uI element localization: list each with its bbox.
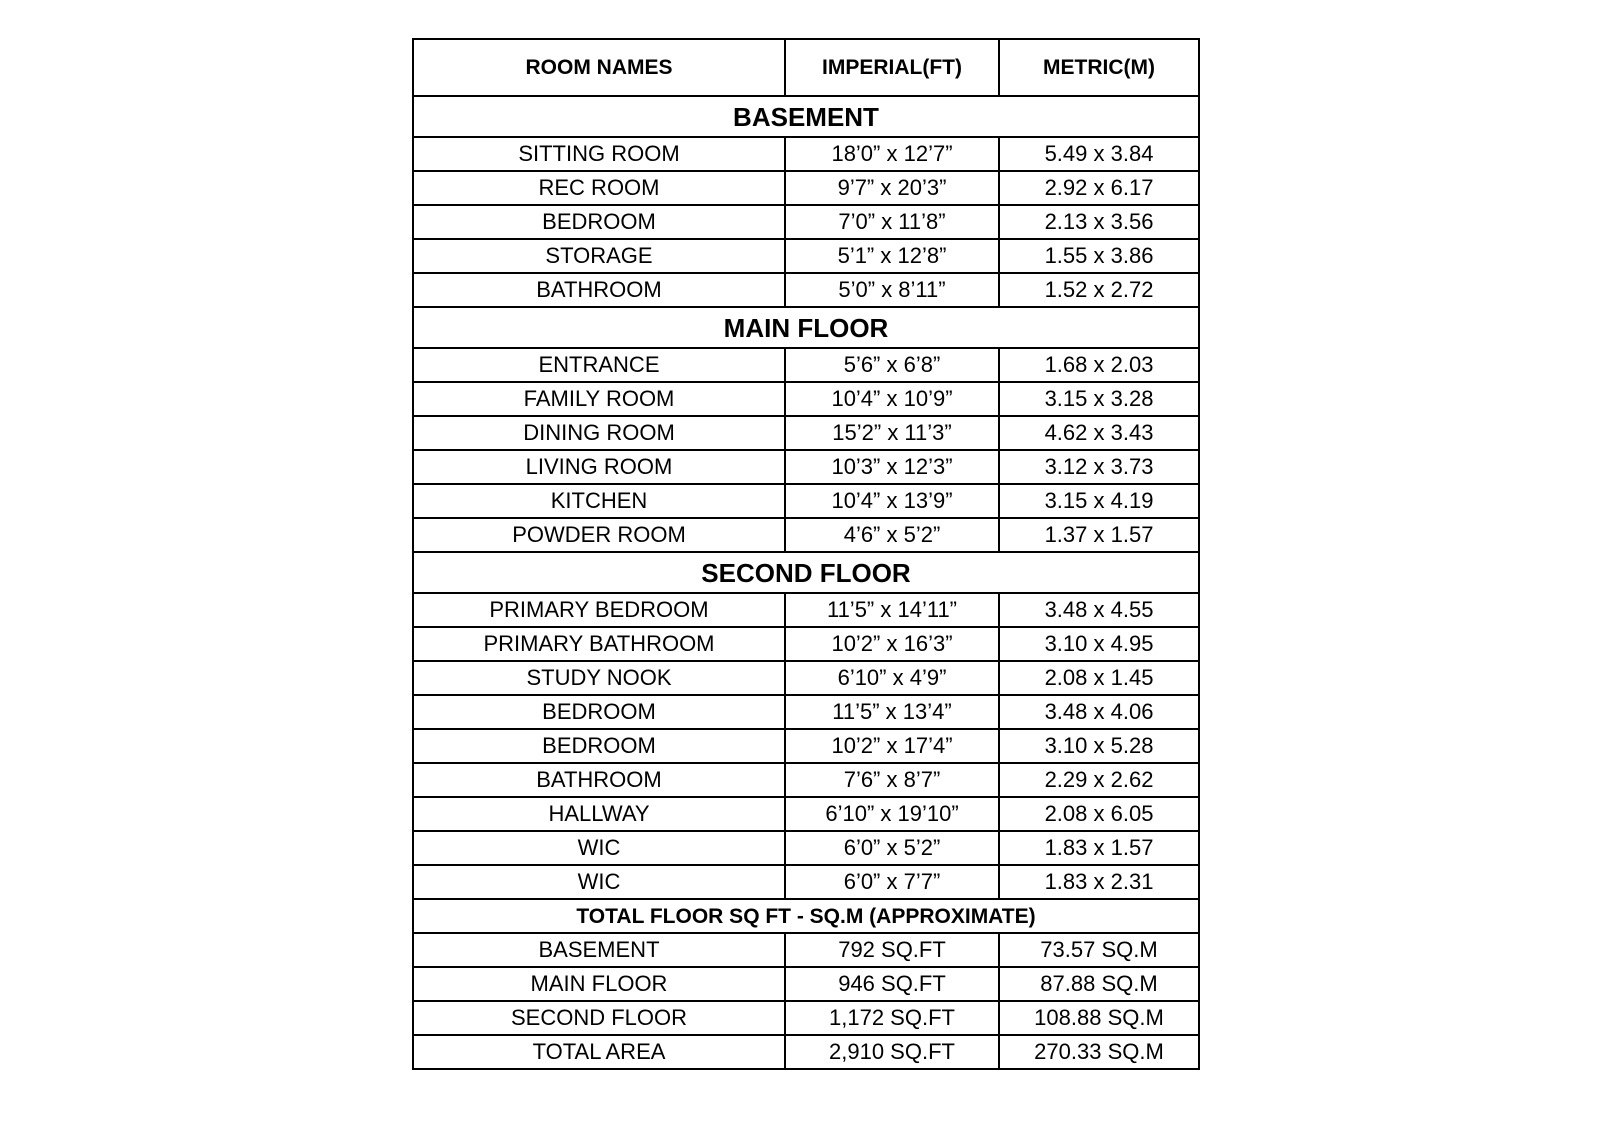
room-metric: 3.48 x 4.06 — [999, 695, 1199, 729]
room-name: BEDROOM — [413, 695, 785, 729]
room-name: STORAGE — [413, 239, 785, 273]
room-metric: 1.68 x 2.03 — [999, 348, 1199, 382]
room-imperial: 4’6” x 5’2” — [785, 518, 999, 552]
table-body — [413, 96, 1199, 1069]
total-metric: 87.88 SQ.M — [999, 967, 1199, 1001]
room-imperial: 9’7” x 20’3” — [785, 171, 999, 205]
room-name: POWDER ROOM — [413, 518, 785, 552]
table-row — [413, 273, 1199, 307]
room-metric: 2.08 x 6.05 — [999, 797, 1199, 831]
totals-row — [413, 933, 1199, 967]
header-imperial: IMPERIAL(FT) — [785, 39, 999, 96]
table-row — [413, 137, 1199, 171]
room-name: BEDROOM — [413, 205, 785, 239]
room-imperial: 11’5” x 13’4” — [785, 695, 999, 729]
table-row — [413, 450, 1199, 484]
table-row — [413, 865, 1199, 899]
table-row — [413, 171, 1199, 205]
table-row — [413, 593, 1199, 627]
room-metric: 2.92 x 6.17 — [999, 171, 1199, 205]
table-row — [413, 416, 1199, 450]
table-row — [413, 695, 1199, 729]
room-name: SITTING ROOM — [413, 137, 785, 171]
total-name: BASEMENT — [413, 933, 785, 967]
total-imperial: 946 SQ.FT — [785, 967, 999, 1001]
room-metric: 2.08 x 1.45 — [999, 661, 1199, 695]
room-name: KITCHEN — [413, 484, 785, 518]
table-row — [413, 518, 1199, 552]
room-imperial: 6’0” x 5’2” — [785, 831, 999, 865]
room-metric: 1.37 x 1.57 — [999, 518, 1199, 552]
room-metric: 3.15 x 4.19 — [999, 484, 1199, 518]
table-header-row — [413, 39, 1199, 96]
room-name: WIC — [413, 831, 785, 865]
room-metric: 2.29 x 2.62 — [999, 763, 1199, 797]
room-name: FAMILY ROOM — [413, 382, 785, 416]
section-title: SECOND FLOOR — [413, 552, 1199, 593]
room-imperial: 10’3” x 12’3” — [785, 450, 999, 484]
room-metric: 1.83 x 2.31 — [999, 865, 1199, 899]
total-name: MAIN FLOOR — [413, 967, 785, 1001]
room-metric: 3.10 x 5.28 — [999, 729, 1199, 763]
room-name: ENTRANCE — [413, 348, 785, 382]
room-imperial: 6’10” x 19’10” — [785, 797, 999, 831]
room-metric: 4.62 x 3.43 — [999, 416, 1199, 450]
room-imperial: 6’10” x 4’9” — [785, 661, 999, 695]
room-name: WIC — [413, 865, 785, 899]
room-imperial: 7’6” x 8’7” — [785, 763, 999, 797]
room-imperial: 11’5” x 14’11” — [785, 593, 999, 627]
totals-row — [413, 1035, 1199, 1069]
header-metric: METRIC(M) — [999, 39, 1199, 96]
room-imperial: 10’4” x 10’9” — [785, 382, 999, 416]
total-name: SECOND FLOOR — [413, 1001, 785, 1035]
table-row — [413, 797, 1199, 831]
room-imperial: 7’0” x 11’8” — [785, 205, 999, 239]
totals-row — [413, 1001, 1199, 1035]
room-name: HALLWAY — [413, 797, 785, 831]
totals-title: TOTAL FLOOR SQ FT - SQ.M (APPROXIMATE) — [413, 899, 1199, 933]
total-name: TOTAL AREA — [413, 1035, 785, 1069]
room-metric: 3.10 x 4.95 — [999, 627, 1199, 661]
room-metric: 3.15 x 3.28 — [999, 382, 1199, 416]
totals-title-row — [413, 899, 1199, 933]
room-name: STUDY NOOK — [413, 661, 785, 695]
table-row — [413, 831, 1199, 865]
room-metric: 1.83 x 1.57 — [999, 831, 1199, 865]
room-name: LIVING ROOM — [413, 450, 785, 484]
room-dimensions-table — [412, 38, 1200, 1070]
room-metric: 1.52 x 2.72 — [999, 273, 1199, 307]
totals-row — [413, 967, 1199, 1001]
room-imperial: 6’0” x 7’7” — [785, 865, 999, 899]
room-metric: 3.12 x 3.73 — [999, 450, 1199, 484]
table-row — [413, 348, 1199, 382]
room-metric: 2.13 x 3.56 — [999, 205, 1199, 239]
total-metric: 73.57 SQ.M — [999, 933, 1199, 967]
room-name: BEDROOM — [413, 729, 785, 763]
table-row — [413, 484, 1199, 518]
table-row — [413, 239, 1199, 273]
section-title: MAIN FLOOR — [413, 307, 1199, 348]
section-row-basement — [413, 96, 1199, 137]
table-row — [413, 661, 1199, 695]
room-name: REC ROOM — [413, 171, 785, 205]
room-metric: 1.55 x 3.86 — [999, 239, 1199, 273]
room-imperial: 5’6” x 6’8” — [785, 348, 999, 382]
total-imperial: 2,910 SQ.FT — [785, 1035, 999, 1069]
header-room-names: ROOM NAMES — [413, 39, 785, 96]
room-name: BATHROOM — [413, 763, 785, 797]
table-row — [413, 382, 1199, 416]
section-row-main-floor — [413, 307, 1199, 348]
total-metric: 108.88 SQ.M — [999, 1001, 1199, 1035]
section-title: BASEMENT — [413, 96, 1199, 137]
room-imperial: 5’0” x 8’11” — [785, 273, 999, 307]
room-imperial: 5’1” x 12’8” — [785, 239, 999, 273]
room-imperial: 15’2” x 11’3” — [785, 416, 999, 450]
total-imperial: 1,172 SQ.FT — [785, 1001, 999, 1035]
table-row — [413, 205, 1199, 239]
room-metric: 5.49 x 3.84 — [999, 137, 1199, 171]
room-imperial: 18’0” x 12’7” — [785, 137, 999, 171]
room-imperial: 10’2” x 16’3” — [785, 627, 999, 661]
section-row-second-floor — [413, 552, 1199, 593]
room-imperial: 10’4” x 13’9” — [785, 484, 999, 518]
room-imperial: 10’2” x 17’4” — [785, 729, 999, 763]
room-name: BATHROOM — [413, 273, 785, 307]
room-name: DINING ROOM — [413, 416, 785, 450]
table-row — [413, 763, 1199, 797]
total-metric: 270.33 SQ.M — [999, 1035, 1199, 1069]
room-name: PRIMARY BEDROOM — [413, 593, 785, 627]
room-name: PRIMARY BATHROOM — [413, 627, 785, 661]
table-row — [413, 627, 1199, 661]
room-metric: 3.48 x 4.55 — [999, 593, 1199, 627]
total-imperial: 792 SQ.FT — [785, 933, 999, 967]
table-row — [413, 729, 1199, 763]
